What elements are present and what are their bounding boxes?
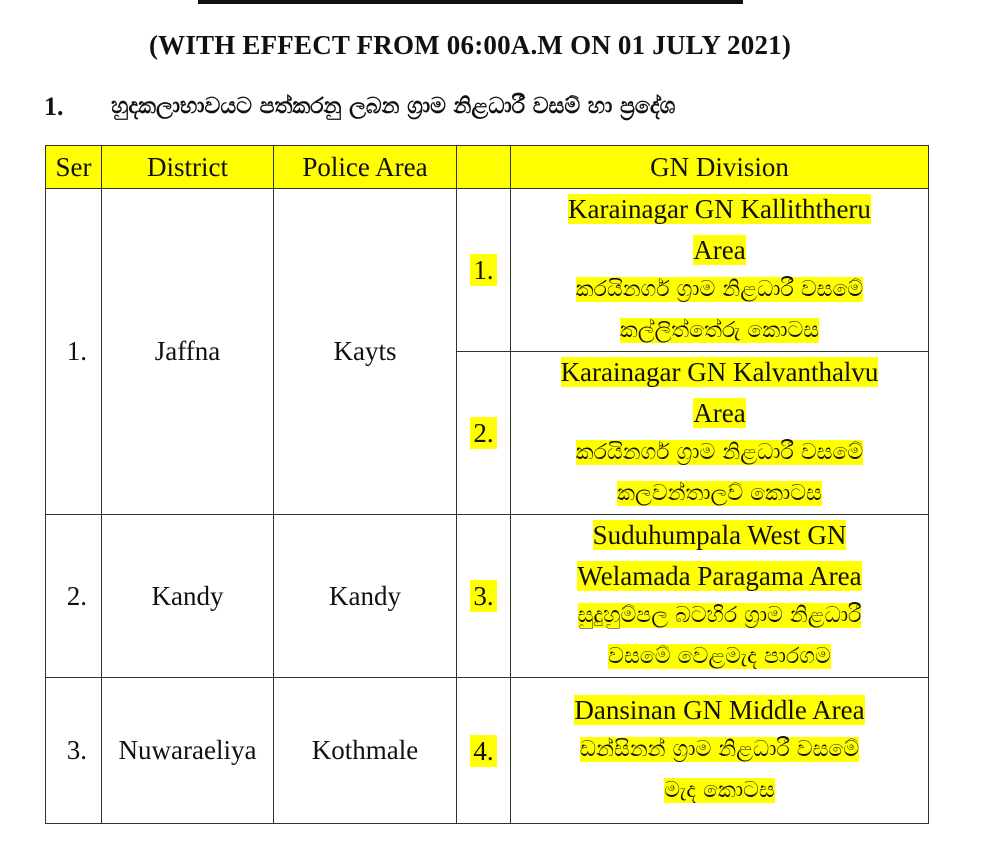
gn-division-cell xyxy=(511,352,929,515)
header-ser: Ser xyxy=(46,146,102,189)
row-ser: 3. xyxy=(46,678,102,824)
gn-english-line: Area xyxy=(693,234,746,265)
division-number-cell xyxy=(457,189,511,352)
gn-english-line: Suduhumpala West GN xyxy=(592,520,847,550)
section-title: හුදකලාභාවයට පත්කරනු ලබන ග්‍රාම නිළධාරී වසම් හා ප්‍රදේශ xyxy=(111,94,676,119)
header-district: District xyxy=(102,146,274,189)
gn-english-line: Dansinan GN Middle Area xyxy=(574,694,865,725)
gn-english-line: Karainagar GN Kalvanthalvu xyxy=(560,357,879,387)
gn-sinhala-line: සුදුහුම්පල බටහිර ග්‍රාම නිළධාරී xyxy=(577,603,862,628)
gn-sinhala-line: ඩන්සිනන් ග්‍රාම නිළධාරී වසමේ xyxy=(579,737,860,763)
gn-division-cell xyxy=(511,515,929,678)
gn-english-line: Karainagar GN Kalliththeru xyxy=(568,194,871,224)
division-number: 3. xyxy=(470,580,496,612)
gn-division-cell xyxy=(511,189,929,352)
gn-division-table xyxy=(45,145,929,824)
row-ser: 2. xyxy=(46,515,102,678)
header-num xyxy=(457,146,511,189)
row-district: Jaffna xyxy=(102,189,274,515)
gn-sinhala-line: කරයිනගර් ග්‍රාම නිළධාරී වසමේ xyxy=(575,277,864,302)
table-header-row xyxy=(46,146,929,189)
row-police-area: Kayts xyxy=(274,189,457,515)
gn-sinhala-line: මැද කොටස xyxy=(664,777,775,803)
division-number-cell xyxy=(457,515,511,678)
gn-sinhala-line: වසමේ වෙළමැද පාරගම xyxy=(608,643,831,669)
table-row xyxy=(46,515,929,678)
division-number: 2. xyxy=(470,417,496,449)
top-rule xyxy=(198,0,743,4)
gn-english-line: Welamada Paragama Area xyxy=(577,560,862,591)
gn-sinhala-line: කල්ලිත්තේරු කොටස xyxy=(619,317,820,343)
row-ser: 1. xyxy=(46,189,102,515)
effect-line: (WITH EFFECT FROM 06:00A.M ON 01 JULY 2021) xyxy=(148,30,792,60)
table-row xyxy=(46,678,929,824)
gn-sinhala-line: කලවන්තාලව් කොටස xyxy=(617,480,822,506)
division-number: 4. xyxy=(470,735,496,767)
division-number-cell xyxy=(457,352,511,515)
gn-division-cell xyxy=(511,678,929,824)
gn-english-line: Area xyxy=(693,397,746,428)
table-row xyxy=(46,189,929,352)
section-number: 1. xyxy=(44,92,64,121)
gn-sinhala-line: කරයිනගර් ග්‍රාම නිළධාරී වසමේ xyxy=(575,440,864,465)
row-district: Nuwaraeliya xyxy=(102,678,274,824)
division-number-cell xyxy=(457,678,511,824)
row-police-area: Kothmale xyxy=(274,678,457,824)
row-police-area: Kandy xyxy=(274,515,457,678)
row-district: Kandy xyxy=(102,515,274,678)
header-police-area: Police Area xyxy=(274,146,457,189)
division-number: 1. xyxy=(470,254,496,286)
header-gn-division: GN Division xyxy=(511,146,929,189)
